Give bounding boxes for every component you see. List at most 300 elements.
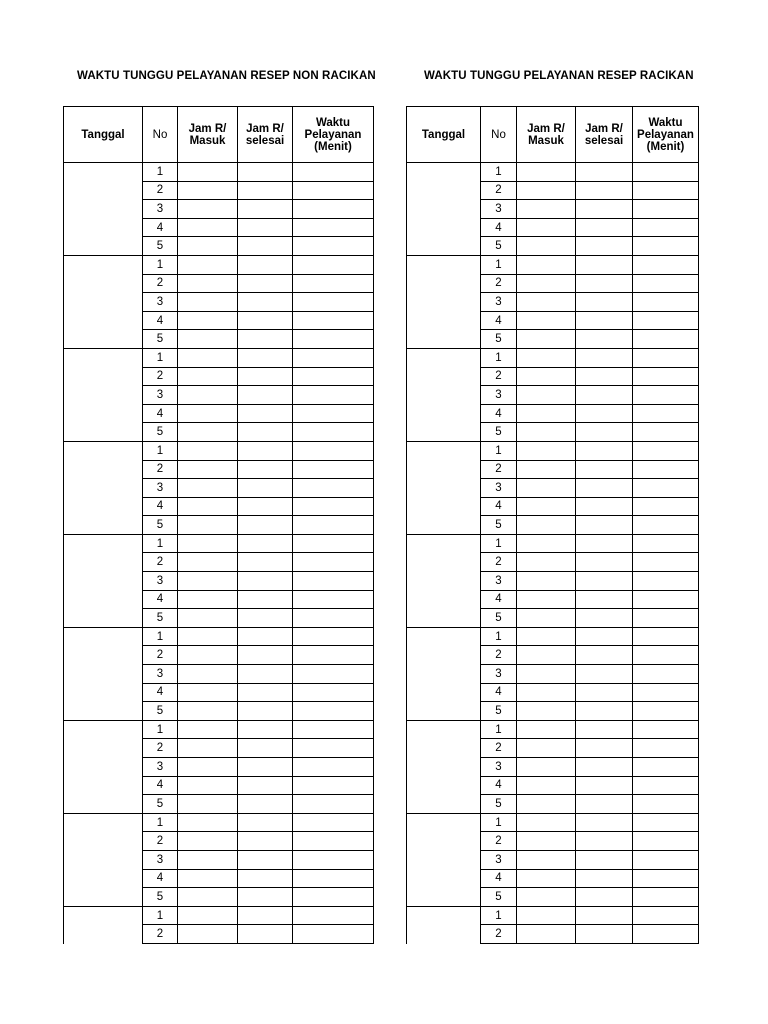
jam-masuk-cell[interactable] <box>517 572 576 591</box>
jam-masuk-cell[interactable] <box>517 795 576 814</box>
waktu-pelayanan-cell[interactable] <box>293 814 374 833</box>
jam-selesai-cell[interactable] <box>576 646 633 665</box>
jam-masuk-cell[interactable] <box>178 256 238 275</box>
jam-selesai-cell[interactable] <box>576 628 633 647</box>
jam-masuk-cell[interactable] <box>517 479 576 498</box>
jam-masuk-cell[interactable] <box>517 405 576 424</box>
jam-selesai-cell[interactable] <box>238 665 293 684</box>
jam-masuk-cell[interactable] <box>178 646 238 665</box>
jam-masuk-cell[interactable] <box>517 684 576 703</box>
jam-masuk-cell[interactable] <box>517 907 576 926</box>
jam-selesai-cell[interactable] <box>238 739 293 758</box>
waktu-pelayanan-cell[interactable] <box>633 591 699 610</box>
jam-selesai-cell[interactable] <box>238 907 293 926</box>
row-number: 5 <box>143 702 178 721</box>
tanggal-cell[interactable] <box>407 535 481 628</box>
jam-selesai-cell[interactable] <box>576 851 633 870</box>
jam-masuk-cell[interactable] <box>178 870 238 889</box>
jam-selesai-cell[interactable] <box>238 591 293 610</box>
jam-masuk-cell[interactable] <box>517 386 576 405</box>
jam-masuk-cell[interactable] <box>517 498 576 517</box>
jam-masuk-cell[interactable] <box>517 758 576 777</box>
waktu-pelayanan-cell[interactable] <box>293 368 374 387</box>
jam-masuk-cell[interactable] <box>178 721 238 740</box>
waktu-pelayanan-cell[interactable] <box>293 591 374 610</box>
jam-selesai-cell[interactable] <box>576 200 633 219</box>
jam-selesai-cell[interactable] <box>238 832 293 851</box>
jam-selesai-cell[interactable] <box>576 702 633 721</box>
jam-selesai-cell[interactable] <box>238 368 293 387</box>
jam-masuk-cell[interactable] <box>517 219 576 238</box>
waktu-pelayanan-cell[interactable] <box>293 237 374 256</box>
waktu-pelayanan-cell[interactable] <box>293 386 374 405</box>
jam-selesai-cell[interactable] <box>238 684 293 703</box>
jam-masuk-cell[interactable] <box>178 461 238 480</box>
row-number: 2 <box>481 925 517 944</box>
jam-selesai-cell[interactable] <box>238 312 293 331</box>
waktu-pelayanan-cell[interactable] <box>293 200 374 219</box>
jam-masuk-cell[interactable] <box>178 423 238 442</box>
jam-masuk-cell[interactable] <box>178 330 238 349</box>
jam-masuk-cell[interactable] <box>178 572 238 591</box>
jam-selesai-cell[interactable] <box>576 907 633 926</box>
jam-selesai-cell[interactable] <box>238 925 293 944</box>
waktu-pelayanan-cell[interactable] <box>633 628 699 647</box>
jam-masuk-cell[interactable] <box>517 591 576 610</box>
waktu-pelayanan-cell[interactable] <box>633 777 699 796</box>
jam-masuk-cell[interactable] <box>517 275 576 294</box>
waktu-pelayanan-cell[interactable] <box>633 386 699 405</box>
waktu-pelayanan-cell[interactable] <box>633 888 699 907</box>
jam-masuk-cell[interactable] <box>178 888 238 907</box>
waktu-pelayanan-cell[interactable] <box>293 442 374 461</box>
jam-masuk-cell[interactable] <box>517 646 576 665</box>
waktu-pelayanan-cell[interactable] <box>633 925 699 944</box>
row-number: 1 <box>143 721 178 740</box>
waktu-pelayanan-cell[interactable] <box>633 832 699 851</box>
jam-selesai-cell[interactable] <box>576 553 633 572</box>
jam-selesai-cell[interactable] <box>576 665 633 684</box>
jam-masuk-cell[interactable] <box>178 925 238 944</box>
waktu-pelayanan-cell[interactable] <box>293 219 374 238</box>
waktu-pelayanan-cell[interactable] <box>293 665 374 684</box>
waktu-pelayanan-cell[interactable] <box>633 237 699 256</box>
jam-masuk-cell[interactable] <box>178 684 238 703</box>
row-number: 4 <box>481 591 517 610</box>
jam-selesai-cell[interactable] <box>576 925 633 944</box>
jam-selesai-cell[interactable] <box>576 758 633 777</box>
jam-selesai-cell[interactable] <box>238 888 293 907</box>
jam-selesai-cell[interactable] <box>576 795 633 814</box>
jam-masuk-cell[interactable] <box>178 182 238 201</box>
waktu-pelayanan-cell[interactable] <box>633 423 699 442</box>
jam-masuk-cell[interactable] <box>178 832 238 851</box>
jam-masuk-cell[interactable] <box>517 312 576 331</box>
waktu-pelayanan-cell[interactable] <box>293 702 374 721</box>
jam-selesai-cell[interactable] <box>576 405 633 424</box>
jam-masuk-cell[interactable] <box>517 888 576 907</box>
waktu-pelayanan-cell[interactable] <box>633 219 699 238</box>
jam-selesai-cell[interactable] <box>576 609 633 628</box>
waktu-pelayanan-cell[interactable] <box>633 684 699 703</box>
tanggal-cell[interactable] <box>64 721 143 814</box>
waktu-pelayanan-cell[interactable] <box>633 312 699 331</box>
jam-masuk-cell[interactable] <box>178 442 238 461</box>
jam-masuk-cell[interactable] <box>178 516 238 535</box>
jam-masuk-cell[interactable] <box>517 535 576 554</box>
waktu-pelayanan-cell[interactable] <box>633 814 699 833</box>
jam-masuk-cell[interactable] <box>517 721 576 740</box>
jam-masuk-cell[interactable] <box>178 814 238 833</box>
tanggal-cell[interactable] <box>407 721 481 814</box>
waktu-pelayanan-cell[interactable] <box>633 330 699 349</box>
waktu-pelayanan-cell[interactable] <box>293 461 374 480</box>
jam-masuk-cell[interactable] <box>517 256 576 275</box>
jam-selesai-cell[interactable] <box>576 479 633 498</box>
jam-masuk-cell[interactable] <box>517 163 576 182</box>
header-tanggal: Tanggal <box>407 107 481 163</box>
jam-selesai-cell[interactable] <box>576 888 633 907</box>
jam-masuk-cell[interactable] <box>178 535 238 554</box>
jam-masuk-cell[interactable] <box>178 628 238 647</box>
row-number: 4 <box>143 870 178 889</box>
jam-selesai-cell[interactable] <box>238 219 293 238</box>
jam-selesai-cell[interactable] <box>238 293 293 312</box>
jam-masuk-cell[interactable] <box>517 665 576 684</box>
row-number: 3 <box>481 758 517 777</box>
jam-masuk-cell[interactable] <box>517 200 576 219</box>
waktu-pelayanan-cell[interactable] <box>633 349 699 368</box>
waktu-pelayanan-cell[interactable] <box>293 907 374 926</box>
waktu-pelayanan-cell[interactable] <box>293 777 374 796</box>
row-number: 3 <box>143 386 178 405</box>
waktu-pelayanan-cell[interactable] <box>633 405 699 424</box>
jam-masuk-cell[interactable] <box>517 925 576 944</box>
waktu-pelayanan-cell[interactable] <box>293 498 374 517</box>
header-jam-masuk: Jam R/ Masuk <box>517 107 576 163</box>
waktu-pelayanan-cell[interactable] <box>293 182 374 201</box>
jam-selesai-cell[interactable] <box>238 851 293 870</box>
jam-masuk-cell[interactable] <box>178 386 238 405</box>
header-jam-selesai: Jam R/ selesai <box>576 107 633 163</box>
waktu-pelayanan-cell[interactable] <box>633 182 699 201</box>
jam-masuk-cell[interactable] <box>517 553 576 572</box>
waktu-pelayanan-cell[interactable] <box>633 516 699 535</box>
tanggal-cell[interactable] <box>407 814 481 907</box>
waktu-pelayanan-cell[interactable] <box>293 851 374 870</box>
waktu-pelayanan-cell[interactable] <box>293 888 374 907</box>
jam-selesai-cell[interactable] <box>576 591 633 610</box>
jam-masuk-cell[interactable] <box>178 665 238 684</box>
jam-selesai-cell[interactable] <box>238 200 293 219</box>
row-number: 4 <box>143 219 178 238</box>
jam-selesai-cell[interactable] <box>238 405 293 424</box>
waktu-pelayanan-cell[interactable] <box>633 498 699 517</box>
row-number: 1 <box>143 163 178 182</box>
waktu-pelayanan-cell[interactable] <box>633 870 699 889</box>
waktu-pelayanan-cell[interactable] <box>633 442 699 461</box>
jam-masuk-cell[interactable] <box>517 777 576 796</box>
jam-selesai-cell[interactable] <box>238 423 293 442</box>
waktu-pelayanan-cell[interactable] <box>293 293 374 312</box>
jam-masuk-cell[interactable] <box>178 163 238 182</box>
jam-selesai-cell[interactable] <box>238 870 293 889</box>
waktu-pelayanan-cell[interactable] <box>633 702 699 721</box>
header-waktu-pelayanan: Waktu Pelayanan (Menit) <box>293 107 374 163</box>
row-number: 3 <box>143 479 178 498</box>
waktu-pelayanan-cell[interactable] <box>633 758 699 777</box>
jam-selesai-cell[interactable] <box>576 870 633 889</box>
tanggal-cell[interactable] <box>407 349 481 442</box>
tanggal-cell[interactable] <box>407 442 481 535</box>
waktu-pelayanan-cell[interactable] <box>633 609 699 628</box>
jam-selesai-cell[interactable] <box>576 182 633 201</box>
jam-selesai-cell[interactable] <box>576 256 633 275</box>
jam-masuk-cell[interactable] <box>178 498 238 517</box>
jam-selesai-cell[interactable] <box>576 498 633 517</box>
jam-selesai-cell[interactable] <box>576 516 633 535</box>
jam-selesai-cell[interactable] <box>576 423 633 442</box>
waktu-pelayanan-cell[interactable] <box>293 330 374 349</box>
jam-masuk-cell[interactable] <box>517 442 576 461</box>
waktu-pelayanan-cell[interactable] <box>293 256 374 275</box>
jam-masuk-cell[interactable] <box>517 628 576 647</box>
jam-selesai-cell[interactable] <box>238 461 293 480</box>
jam-masuk-cell[interactable] <box>178 479 238 498</box>
jam-selesai-cell[interactable] <box>238 479 293 498</box>
jam-selesai-cell[interactable] <box>576 684 633 703</box>
jam-selesai-cell[interactable] <box>576 293 633 312</box>
jam-selesai-cell[interactable] <box>238 609 293 628</box>
waktu-pelayanan-cell[interactable] <box>293 479 374 498</box>
jam-masuk-cell[interactable] <box>517 870 576 889</box>
jam-selesai-cell[interactable] <box>576 368 633 387</box>
waktu-pelayanan-cell[interactable] <box>293 646 374 665</box>
row-number: 1 <box>143 907 178 926</box>
row-number: 5 <box>143 237 178 256</box>
jam-selesai-cell[interactable] <box>238 553 293 572</box>
jam-selesai-cell[interactable] <box>576 535 633 554</box>
jam-masuk-cell[interactable] <box>178 777 238 796</box>
waktu-pelayanan-cell[interactable] <box>633 535 699 554</box>
waktu-pelayanan-cell[interactable] <box>633 646 699 665</box>
jam-masuk-cell[interactable] <box>517 739 576 758</box>
jam-selesai-cell[interactable] <box>238 572 293 591</box>
jam-selesai-cell[interactable] <box>238 182 293 201</box>
jam-selesai-cell[interactable] <box>238 535 293 554</box>
jam-selesai-cell[interactable] <box>576 461 633 480</box>
table-racikan <box>406 106 699 944</box>
jam-masuk-cell[interactable] <box>178 591 238 610</box>
waktu-pelayanan-cell[interactable] <box>293 423 374 442</box>
tanggal-cell[interactable] <box>407 256 481 349</box>
jam-masuk-cell[interactable] <box>517 349 576 368</box>
waktu-pelayanan-cell[interactable] <box>293 553 374 572</box>
waktu-pelayanan-cell[interactable] <box>293 721 374 740</box>
waktu-pelayanan-cell[interactable] <box>633 851 699 870</box>
tanggal-cell[interactable] <box>64 628 143 721</box>
jam-masuk-cell[interactable] <box>517 293 576 312</box>
jam-masuk-cell[interactable] <box>517 832 576 851</box>
jam-selesai-cell[interactable] <box>238 721 293 740</box>
waktu-pelayanan-cell[interactable] <box>293 275 374 294</box>
waktu-pelayanan-cell[interactable] <box>293 628 374 647</box>
row-number: 2 <box>481 182 517 201</box>
waktu-pelayanan-cell[interactable] <box>293 795 374 814</box>
waktu-pelayanan-cell[interactable] <box>633 739 699 758</box>
waktu-pelayanan-cell[interactable] <box>633 293 699 312</box>
tanggal-cell[interactable] <box>64 256 143 349</box>
jam-masuk-cell[interactable] <box>517 702 576 721</box>
jam-selesai-cell[interactable] <box>576 739 633 758</box>
tanggal-cell[interactable] <box>64 535 143 628</box>
jam-selesai-cell[interactable] <box>576 219 633 238</box>
jam-masuk-cell[interactable] <box>517 609 576 628</box>
jam-masuk-cell[interactable] <box>178 293 238 312</box>
jam-masuk-cell[interactable] <box>517 461 576 480</box>
jam-selesai-cell[interactable] <box>238 702 293 721</box>
jam-selesai-cell[interactable] <box>238 795 293 814</box>
tanggal-cell[interactable] <box>64 349 143 442</box>
jam-selesai-cell[interactable] <box>238 163 293 182</box>
jam-masuk-cell[interactable] <box>517 516 576 535</box>
jam-selesai-cell[interactable] <box>576 777 633 796</box>
jam-masuk-cell[interactable] <box>178 405 238 424</box>
jam-masuk-cell[interactable] <box>517 368 576 387</box>
jam-selesai-cell[interactable] <box>238 256 293 275</box>
waktu-pelayanan-cell[interactable] <box>293 758 374 777</box>
jam-selesai-cell[interactable] <box>238 758 293 777</box>
waktu-pelayanan-cell[interactable] <box>633 665 699 684</box>
jam-masuk-cell[interactable] <box>178 275 238 294</box>
jam-selesai-cell[interactable] <box>576 163 633 182</box>
waktu-pelayanan-cell[interactable] <box>293 684 374 703</box>
row-number: 4 <box>481 219 517 238</box>
jam-selesai-cell[interactable] <box>576 349 633 368</box>
jam-masuk-cell[interactable] <box>517 182 576 201</box>
waktu-pelayanan-cell[interactable] <box>293 516 374 535</box>
jam-masuk-cell[interactable] <box>178 739 238 758</box>
jam-selesai-cell[interactable] <box>238 349 293 368</box>
row-number: 5 <box>143 795 178 814</box>
waktu-pelayanan-cell[interactable] <box>293 312 374 331</box>
jam-masuk-cell[interactable] <box>178 795 238 814</box>
waktu-pelayanan-cell[interactable] <box>293 870 374 889</box>
jam-masuk-cell[interactable] <box>178 758 238 777</box>
waktu-pelayanan-cell[interactable] <box>633 479 699 498</box>
tanggal-cell[interactable] <box>407 163 481 256</box>
jam-masuk-cell[interactable] <box>178 553 238 572</box>
jam-selesai-cell[interactable] <box>238 628 293 647</box>
jam-selesai-cell[interactable] <box>576 572 633 591</box>
jam-masuk-cell[interactable] <box>517 330 576 349</box>
jam-selesai-cell[interactable] <box>576 386 633 405</box>
jam-masuk-cell[interactable] <box>517 851 576 870</box>
waktu-pelayanan-cell[interactable] <box>633 256 699 275</box>
jam-selesai-cell[interactable] <box>576 312 633 331</box>
waktu-pelayanan-cell[interactable] <box>293 925 374 944</box>
jam-selesai-cell[interactable] <box>576 237 633 256</box>
tanggal-cell[interactable] <box>64 907 143 944</box>
tanggal-cell[interactable] <box>407 907 481 944</box>
jam-masuk-cell[interactable] <box>517 237 576 256</box>
jam-selesai-cell[interactable] <box>238 498 293 517</box>
waktu-pelayanan-cell[interactable] <box>633 368 699 387</box>
tanggal-cell[interactable] <box>407 628 481 721</box>
waktu-pelayanan-cell[interactable] <box>293 535 374 554</box>
jam-selesai-cell[interactable] <box>238 237 293 256</box>
waktu-pelayanan-cell[interactable] <box>293 832 374 851</box>
row-number: 4 <box>143 312 178 331</box>
waktu-pelayanan-cell[interactable] <box>293 609 374 628</box>
jam-selesai-cell[interactable] <box>238 516 293 535</box>
jam-selesai-cell[interactable] <box>576 721 633 740</box>
header-jam-masuk: Jam R/ Masuk <box>178 107 238 163</box>
waktu-pelayanan-cell[interactable] <box>633 907 699 926</box>
jam-masuk-cell[interactable] <box>178 907 238 926</box>
row-number: 5 <box>143 888 178 907</box>
jam-masuk-cell[interactable] <box>517 814 576 833</box>
jam-selesai-cell[interactable] <box>576 330 633 349</box>
row-number: 2 <box>481 739 517 758</box>
jam-selesai-cell[interactable] <box>576 442 633 461</box>
tanggal-cell[interactable] <box>64 442 143 535</box>
tanggal-cell[interactable] <box>64 163 143 256</box>
jam-masuk-cell[interactable] <box>178 200 238 219</box>
jam-masuk-cell[interactable] <box>178 219 238 238</box>
row-number: 5 <box>481 702 517 721</box>
jam-selesai-cell[interactable] <box>238 275 293 294</box>
tanggal-cell[interactable] <box>64 814 143 907</box>
row-number: 3 <box>143 665 178 684</box>
header-jam-selesai: Jam R/ selesai <box>238 107 293 163</box>
jam-masuk-cell[interactable] <box>178 237 238 256</box>
waktu-pelayanan-cell[interactable] <box>293 739 374 758</box>
waktu-pelayanan-cell[interactable] <box>633 275 699 294</box>
jam-selesai-cell[interactable] <box>238 330 293 349</box>
jam-selesai-cell[interactable] <box>238 442 293 461</box>
waktu-pelayanan-cell[interactable] <box>633 200 699 219</box>
jam-selesai-cell[interactable] <box>238 777 293 796</box>
waktu-pelayanan-cell[interactable] <box>633 795 699 814</box>
waktu-pelayanan-cell[interactable] <box>293 572 374 591</box>
row-number: 3 <box>143 572 178 591</box>
jam-masuk-cell[interactable] <box>178 312 238 331</box>
waktu-pelayanan-cell[interactable] <box>633 721 699 740</box>
jam-selesai-cell[interactable] <box>238 646 293 665</box>
jam-masuk-cell[interactable] <box>178 851 238 870</box>
waktu-pelayanan-cell[interactable] <box>293 405 374 424</box>
waktu-pelayanan-cell[interactable] <box>633 163 699 182</box>
waktu-pelayanan-cell[interactable] <box>633 553 699 572</box>
jam-selesai-cell[interactable] <box>576 832 633 851</box>
jam-masuk-cell[interactable] <box>178 368 238 387</box>
row-number: 1 <box>143 535 178 554</box>
jam-selesai-cell[interactable] <box>238 386 293 405</box>
jam-selesai-cell[interactable] <box>576 275 633 294</box>
waktu-pelayanan-cell[interactable] <box>293 163 374 182</box>
jam-selesai-cell[interactable] <box>238 814 293 833</box>
row-number: 1 <box>481 256 517 275</box>
jam-masuk-cell[interactable] <box>178 349 238 368</box>
jam-masuk-cell[interactable] <box>178 609 238 628</box>
waktu-pelayanan-cell[interactable] <box>633 461 699 480</box>
waktu-pelayanan-cell[interactable] <box>293 349 374 368</box>
jam-selesai-cell[interactable] <box>576 814 633 833</box>
jam-masuk-cell[interactable] <box>517 423 576 442</box>
waktu-pelayanan-cell[interactable] <box>633 572 699 591</box>
jam-masuk-cell[interactable] <box>178 702 238 721</box>
